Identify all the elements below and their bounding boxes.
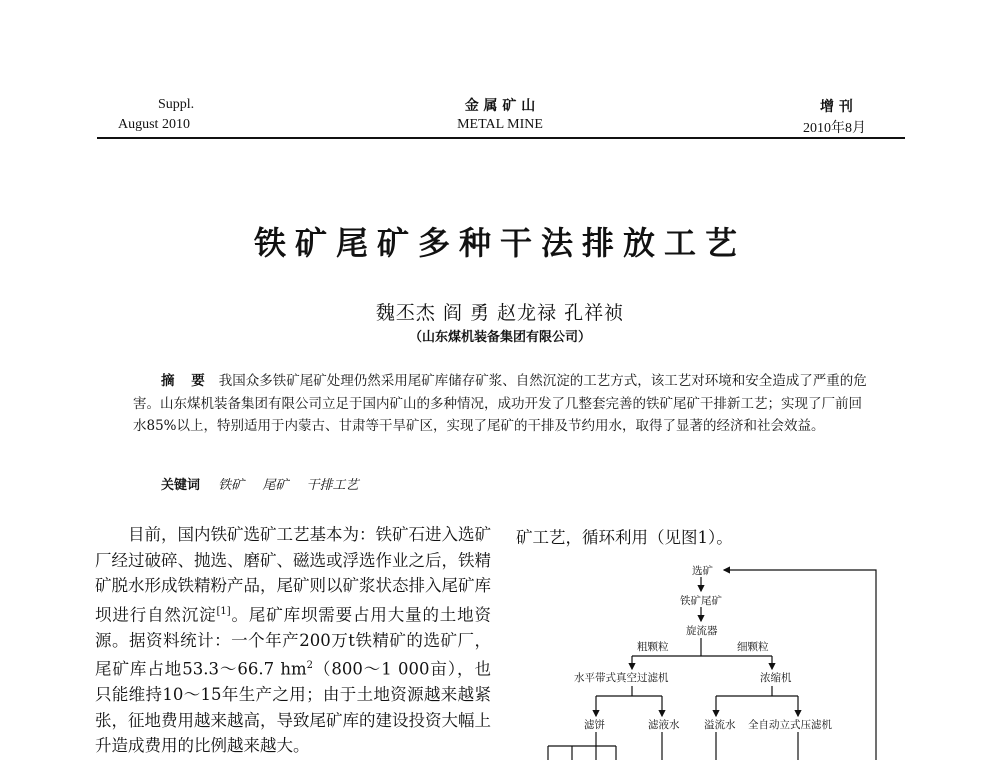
header-date-en: August 2010 — [118, 117, 190, 132]
node-fine: 细颗粒 — [737, 641, 769, 653]
node-coarse: 粗颗粒 — [637, 641, 669, 653]
node-overflow: 溢流水 — [704, 719, 736, 731]
keyword: 尾矿 — [262, 478, 289, 493]
node-press-filter: 全自动立式压滤机 — [748, 719, 832, 731]
header-issue-cn: 增 刊 — [820, 99, 853, 115]
abstract-text: 我国众多铁矿尾矿处理仍然采用尾矿库储存矿浆、自然沉淀的工艺方式，该工艺对环境和安全造成了严重的危害。山东煤机装备集团有限公司立足于国内矿山的多种情况，成功开发了几整套完善的铁矿尾矿干排新工艺；实现了厂前回水85%以上，特别适用于内蒙古、甘肃等干旱矿区，实现了尾矿的干排及节约用水，取得了显著的经济和社会效益。 — [133, 373, 867, 434]
header-journal-cn: 金 属 矿 山 — [464, 98, 536, 114]
keyword: 干排工艺 — [306, 478, 359, 493]
abstract — [133, 370, 873, 438]
process-flow-diagram — [536, 560, 916, 760]
article-authors: 魏丕杰 阎 勇 赵龙禄 孔祥祯 — [375, 302, 625, 324]
node-cyclone: 旋流器 — [686, 625, 718, 637]
recycle-loop — [724, 570, 876, 760]
node-vacuum-filter: 水平带式真空过滤机 — [574, 672, 669, 684]
node-tailings: 铁矿尾矿 — [680, 595, 722, 607]
body-text: （800～1 000亩），也只能维持10～15年生产之用；由于土地资源越来越紧张，征地费用越来越高，导致尾矿库的建设投资大幅上升造成费用的比例越来越大。 — [95, 659, 491, 755]
keyword: 铁矿 — [218, 478, 245, 493]
header-date-cn: 2010年8月 — [803, 121, 866, 136]
header-journal-en: METAL MINE — [457, 117, 543, 132]
node-beneficiation: 选矿 — [692, 565, 713, 577]
header-rule — [97, 137, 905, 139]
article-affiliation: （山东煤机装备集团有限公司） — [408, 330, 591, 345]
article-title: 铁矿尾矿多种干法排放工艺 — [253, 224, 746, 262]
node-thickener: 浓缩机 — [760, 672, 792, 684]
citation-ref: [1] — [216, 605, 231, 617]
body-text: 目前，国内铁矿选矿工艺基本为：铁矿石进入选矿厂经过破碎、抛选、磨矿、磁选或浮选作业之后，铁精矿脱水形成铁精粉产品，尾矿则以矿浆状态排入尾矿库坝进行自然沉淀 — [95, 525, 491, 624]
header-suppl: Suppl. — [158, 97, 195, 112]
body-left-column — [95, 522, 491, 759]
node-filter-cake: 滤饼 — [584, 719, 605, 731]
body-right-column: 矿工艺，循环利用（见图1）。 — [516, 528, 733, 547]
node-filtrate: 滤液水 — [648, 719, 680, 731]
abstract-label: 摘 要 — [161, 373, 211, 389]
keywords-label: 关键词 — [161, 478, 201, 493]
keywords — [161, 474, 372, 493]
body-text: 。尾矿库坝需要占用大量的土地资源。据资料统计：一个年产200万t铁精矿的选矿厂，尾矿库占地53.3～66.7 hm — [95, 605, 492, 679]
unit-superscript: 2 — [306, 660, 313, 671]
